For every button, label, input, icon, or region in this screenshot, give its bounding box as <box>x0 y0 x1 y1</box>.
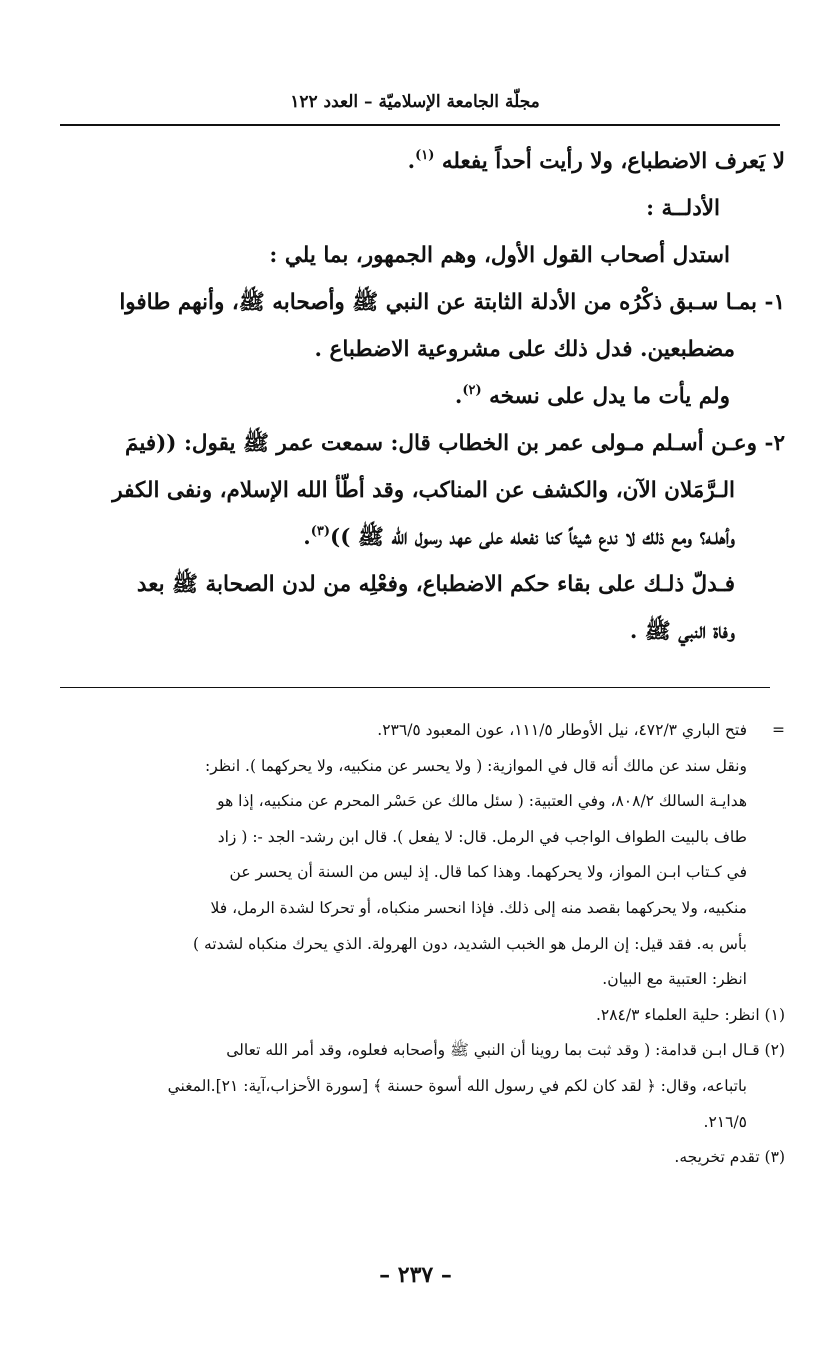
footnote-line: بأس به. فقد قيل: إن الرمل هو الخبب الشديد، دون الهرولة. الذي يحرك منكباه لشدته ) <box>192 934 747 953</box>
text-line: الـرَّمَلان الآن، والكشف عن المناكب، وقد أطّأ الله الإسلام، ونفى الكفر <box>112 478 735 503</box>
footnote-ref[interactable]: (١) <box>415 148 435 163</box>
text-line: ١- بمـا سـبق ذكْرُه من الأدلة الثابتة عن النبي ﷺ وأصحابه ﷺ، وأنهم طافوا <box>119 290 785 315</box>
footnote-1: (١) انظر: حلية العلماء ٢٨٤/٣. <box>595 1005 785 1024</box>
text-line: مضطبعين. فدل ذلك على مشروعية الاضطباع . <box>314 337 735 362</box>
text-line: فـدلّ ذلـك على بقاء حكم الاضطباع، وفعْلِه من لدن الصحابة ﷺ بعد <box>136 572 735 597</box>
text-line: ولم يأت ما يدل على نسخه $^{(٢)}$. <box>454 383 730 409</box>
text-line: وفاة النبي ﷺ . <box>629 619 735 644</box>
footnote-line: ونقل سند عن مالك أنه قال في الموازية: ( ولا يحسر عن منكبيه، ولا يحركهما ). انظر: <box>205 756 747 775</box>
footnote-line: هدايـة السالك ٨٠٨/٢، وفي العتبية: ( سئل مالك عن حَسْر المحرم عن منكبيه، إذا هو <box>217 792 747 811</box>
footnote-line: ٢١٦/٥. <box>703 1112 747 1131</box>
footnote-2: (٢) قـال ابـن قدامة: ( وقد ثبت بما روينا أن النبي ﷺ وأصحابه فعلوه، وقد أمر الله تعالى <box>226 1041 785 1060</box>
footnote-ref[interactable]: (٣) <box>310 524 331 539</box>
text-line: لا يَعرف الاضطباع، ولا رأيت أحداً يفعله $^{(١)}$. <box>407 148 785 174</box>
continuation-mark: = <box>772 721 785 739</box>
text-line: ٢- وعـن أسـلم مـولى عمر بن الخطاب قال: سمعت عمر ﷺ يقول: ((فيمَ <box>125 431 785 456</box>
text-line: وأهلـه؟ ومع ذلك لا ندع شيئاً كنا نفعله على عهد رسول الله ﷺ ))$^{(٣)}$. <box>303 524 735 550</box>
page-number: – ٢٣٧ – <box>379 1262 452 1288</box>
footnote-line: =فتح الباري ٤٧٢/٣، نيل الأوطار ١١١/٥، عون المعبود ٢٣٦/٥. <box>40 713 785 749</box>
text-line: استدل أصحاب القول الأول، وهم الجمهور، بما يلي : <box>269 243 730 268</box>
footnote-line: انظر: العتبية مع البيان. <box>602 970 747 989</box>
header-rule <box>60 124 780 126</box>
footnote-line: باتباعه، وقال: ﴿ لقد كان لكم في رسول الله أسوة حسنة ﴾ [سورة الأحزاب،آية: ٢١].المغني <box>167 1076 747 1095</box>
footnote-ref[interactable]: (٢) <box>462 383 482 398</box>
main-text <box>40 138 785 655</box>
footnote-line: منكبيه، ولا يحركهما بقصد منه إلى ذلك. فإذا انحسر منكباه، أو تحركا لشدة الرمل، فلا <box>210 898 747 917</box>
footnotes <box>40 713 785 1176</box>
footnote-separator <box>60 687 770 688</box>
section-heading: الأدلــة : <box>646 196 720 221</box>
footnote-3: (٣) تقدم تخريجه. <box>674 1148 785 1167</box>
running-header: مجلّة الجامعة الإسلاميّة – العدد ١٢٢ <box>290 92 540 112</box>
footnote-line: في كـتاب ابـن المواز، ولا يحركهما. وهذا كما قال. إذ ليس من السنة أن يحسر عن <box>229 863 747 882</box>
footnote-line: طاف بالبيت الطواف الواجب في الرمل. قال: لا يفعل ). قال ابن رشد- الجد -: ( زاد <box>217 827 747 846</box>
